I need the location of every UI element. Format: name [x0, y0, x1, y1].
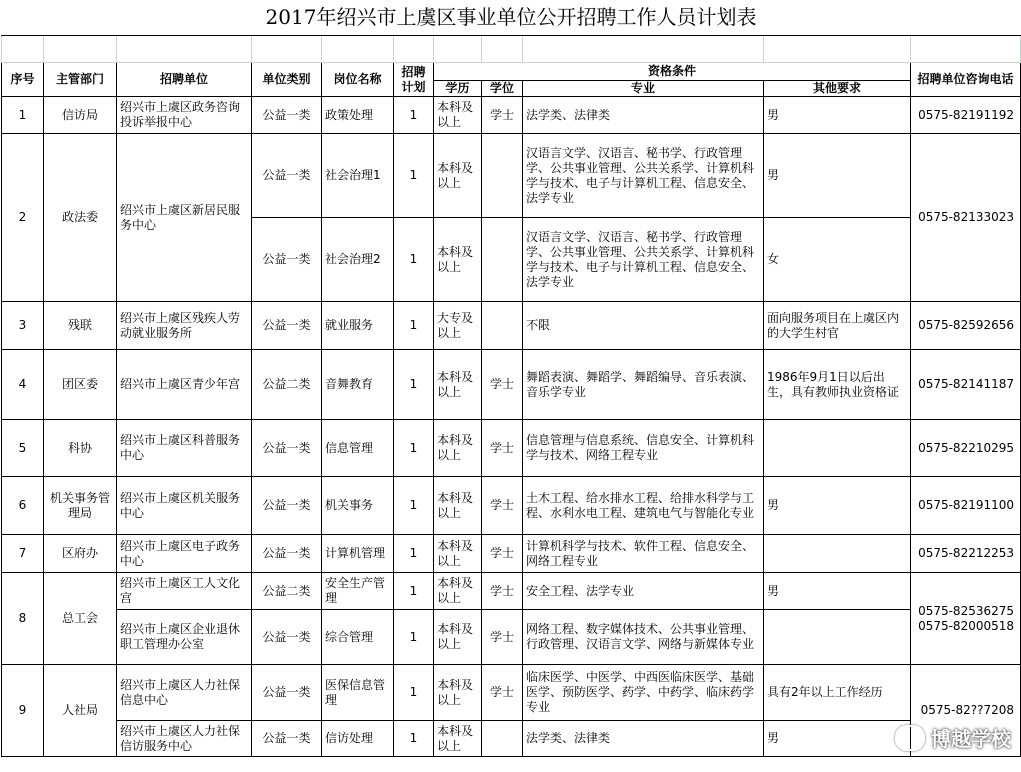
cell-edu: 本科及以上 [434, 134, 482, 218]
cell-major: 安全工程、法学专业 [523, 573, 764, 610]
header-type: 单位类别 [252, 63, 322, 97]
cell-major: 汉语言文学、汉语言、秘书学、行政管理学、公共事业管理、公共关系学、计算机科学与技术、电子与计算机工程、信息安全、法学专业 [523, 134, 764, 218]
cell-other: 男 [764, 97, 911, 134]
cell-phone: 0575-82212253 [911, 535, 1021, 573]
cell-plan: 1 [394, 665, 434, 721]
cell-other: 男 [764, 477, 911, 535]
cell-other [764, 610, 911, 665]
cell-edu: 本科及以上 [434, 535, 482, 573]
cell-unit: 绍兴市上虞区工人文化宫 [117, 573, 252, 610]
cell-unit: 绍兴市上虞区机关服务中心 [117, 477, 252, 535]
cell-edu: 本科及以上 [434, 573, 482, 610]
cell-seq: 9 [2, 665, 44, 757]
cell-other: 面向服务项目在上虞区内的大学生村官 [764, 302, 911, 350]
header-dept: 主管部门 [44, 63, 117, 97]
cell-seq: 2 [2, 134, 44, 302]
cell-dept: 信访局 [44, 97, 117, 134]
cell-other: 具有2年以上工作经历 [764, 665, 911, 721]
table-row [2, 420, 1021, 477]
cell-unit: 绍兴市上虞区残疾人劳动就业服务所 [117, 302, 252, 350]
cell-edu: 本科及以上 [434, 610, 482, 665]
cell-seq: 5 [2, 420, 44, 477]
cell-phone: 0575-82191100 [911, 477, 1021, 535]
cell-other [764, 535, 911, 573]
cell-type: 公益二类 [252, 573, 322, 610]
cell-seq: 6 [2, 477, 44, 535]
cell-phone: 0575-82??7208 [911, 665, 1021, 757]
header-edu: 学历 [434, 81, 482, 97]
cell-plan: 1 [394, 477, 434, 535]
cell-post: 信息管理 [322, 420, 394, 477]
table-row [2, 477, 1021, 535]
cell-degree: 学士 [482, 97, 523, 134]
header-post: 岗位名称 [322, 63, 394, 97]
cell-type: 公益一类 [252, 420, 322, 477]
cell-seq: 3 [2, 302, 44, 350]
cell-major: 不限 [523, 302, 764, 350]
cell-edu: 本科及以上 [434, 420, 482, 477]
cell-other: 女 [764, 218, 911, 302]
cell-degree: 学士 [482, 535, 523, 573]
cell-unit: 绍兴市上虞区青少年宫 [117, 350, 252, 420]
cell-post: 安全生产管理 [322, 573, 394, 610]
cell-unit: 绍兴市上虞区电子政务中心 [117, 535, 252, 573]
table-row [2, 721, 1021, 757]
cell-major: 法学类、法律类 [523, 721, 764, 757]
table-row [2, 665, 1021, 721]
cell-edu: 本科及以上 [434, 477, 482, 535]
cell-major: 信息管理与信息系统、信息安全、计算机科学与技术、网络工程专业 [523, 420, 764, 477]
cell-post: 就业服务 [322, 302, 394, 350]
cell-dept: 残联 [44, 302, 117, 350]
cell-other: 男 [764, 721, 911, 757]
cell-unit: 绍兴市上虞区科普服务中心 [117, 420, 252, 477]
header-seq: 序号 [2, 63, 44, 97]
cell-dept: 机关事务管理局 [44, 477, 117, 535]
cell-phone: 0575-82133023 [911, 134, 1021, 302]
cell-type: 公益一类 [252, 535, 322, 573]
cell-phone: 0575-82592656 [911, 302, 1021, 350]
blank-row [2, 36, 1021, 63]
header-other: 其他要求 [764, 81, 911, 97]
table-body [2, 97, 1021, 757]
table-row [2, 535, 1021, 573]
cell-type: 公益一类 [252, 610, 322, 665]
watermark-text: 博越学校 [931, 727, 1011, 751]
cell-degree: 学士 [482, 665, 523, 721]
cell-type: 公益一类 [252, 721, 322, 757]
cell-type: 公益一类 [252, 665, 322, 721]
cell-edu: 本科及以上 [434, 665, 482, 721]
cell-degree [482, 218, 523, 302]
header-plan: 招聘计划 [394, 63, 434, 97]
watermark [895, 723, 1011, 752]
cell-phone: 0575-82536275 0575-82000518 [911, 573, 1021, 665]
cell-other: 1986年9月1日以后出生，具有教师执业资格证 [764, 350, 911, 420]
cell-dept: 人社局 [44, 665, 117, 757]
cell-edu: 大专及以上 [434, 302, 482, 350]
cell-degree: 学士 [482, 573, 523, 610]
cell-post: 政策处理 [322, 97, 394, 134]
cell-major: 网络工程、数字媒体技术、公共事业管理、行政管理、汉语言文学、网络与新媒体专业 [523, 610, 764, 665]
cell-other: 男 [764, 134, 911, 218]
cell-plan: 1 [394, 573, 434, 610]
cell-type: 公益一类 [252, 477, 322, 535]
cell-unit: 绍兴市上虞区企业退休职工管理办公室 [117, 610, 252, 665]
cell-post: 社会治理1 [322, 134, 394, 218]
cell-post: 音舞教育 [322, 350, 394, 420]
cell-plan: 1 [394, 420, 434, 477]
cell-seq: 1 [2, 97, 44, 134]
cell-major: 法学类、法律类 [523, 97, 764, 134]
cell-phone: 0575-82210295 [911, 420, 1021, 477]
cell-post: 医保信息管理 [322, 665, 394, 721]
table-row [2, 573, 1021, 610]
cell-dept: 总工会 [44, 573, 117, 665]
cell-edu: 本科及以上 [434, 721, 482, 757]
cell-type: 公益一类 [252, 134, 322, 218]
cell-post: 机关事务 [322, 477, 394, 535]
cell-plan: 1 [394, 302, 434, 350]
cell-dept: 政法委 [44, 134, 117, 302]
cell-phone: 0575-82191192 [911, 97, 1021, 134]
cell-dept: 区府办 [44, 535, 117, 573]
cell-edu: 本科及以上 [434, 97, 482, 134]
cell-degree: 学士 [482, 477, 523, 535]
cell-seq: 4 [2, 350, 44, 420]
cell-seq: 7 [2, 535, 44, 573]
cell-degree [482, 302, 523, 350]
cell-plan: 1 [394, 535, 434, 573]
cell-type: 公益一类 [252, 97, 322, 134]
cell-phone: 0575-82141187 [911, 350, 1021, 420]
cell-seq: 8 [2, 573, 44, 665]
cell-degree [482, 721, 523, 757]
cell-dept: 团区委 [44, 350, 117, 420]
header-unit: 招聘单位 [117, 63, 252, 97]
cell-other [764, 420, 911, 477]
header-qualifications: 资格条件 [434, 63, 911, 81]
header-major: 专业 [523, 81, 764, 97]
cell-major: 临床医学、中医学、中西医临床医学、基础医学、预防医学、药学、中药学、临床药学专业 [523, 665, 764, 721]
cell-post: 社会治理2 [322, 218, 394, 302]
recruitment-table [1, 0, 1021, 757]
cell-edu: 本科及以上 [434, 218, 482, 302]
cell-major: 汉语言文学、汉语言、秘书学、行政管理学、公共事业管理、公共关系学、计算机科学与技术、电子与计算机工程、信息安全、法学专业 [523, 218, 764, 302]
table-row [2, 134, 1021, 218]
page-title: 2017年绍兴市上虞区事业单位公开招聘工作人员计划表 [2, 0, 1021, 36]
table-row [2, 350, 1021, 420]
cell-post: 计算机管理 [322, 535, 394, 573]
cell-degree: 学士 [482, 350, 523, 420]
cell-unit: 绍兴市上虞区新居民服务中心 [117, 134, 252, 302]
cell-post: 综合管理 [322, 610, 394, 665]
cell-type: 公益一类 [252, 302, 322, 350]
cell-major: 舞蹈表演、舞蹈学、舞蹈编导、音乐表演、音乐学专业 [523, 350, 764, 420]
wechat-logo-icon [895, 725, 925, 751]
cell-type: 公益二类 [252, 350, 322, 420]
cell-plan: 1 [394, 218, 434, 302]
cell-plan: 1 [394, 134, 434, 218]
table-row [2, 302, 1021, 350]
table-row [2, 97, 1021, 134]
cell-plan: 1 [394, 610, 434, 665]
cell-unit: 绍兴市上虞区人力社保信访服务中心 [117, 721, 252, 757]
cell-plan: 1 [394, 350, 434, 420]
cell-degree: 学士 [482, 420, 523, 477]
cell-dept: 科协 [44, 420, 117, 477]
cell-degree: 学士 [482, 610, 523, 665]
header-phone: 招聘单位咨询电话 [911, 63, 1021, 97]
cell-post: 信访处理 [322, 721, 394, 757]
cell-plan: 1 [394, 721, 434, 757]
cell-plan: 1 [394, 97, 434, 134]
cell-other: 男 [764, 573, 911, 610]
header-degree: 学位 [482, 81, 523, 97]
cell-major: 计算机科学与技术、软件工程、信息安全、网络工程专业 [523, 535, 764, 573]
table-row [2, 610, 1021, 665]
cell-unit: 绍兴市上虞区人力社保信息中心 [117, 665, 252, 721]
cell-edu: 本科及以上 [434, 350, 482, 420]
cell-type: 公益一类 [252, 218, 322, 302]
cell-degree [482, 134, 523, 218]
cell-unit: 绍兴市上虞区政务咨询投诉举报中心 [117, 97, 252, 134]
cell-major: 土木工程、给水排水工程、给排水科学与工程、水利水电工程、建筑电气与智能化专业 [523, 477, 764, 535]
